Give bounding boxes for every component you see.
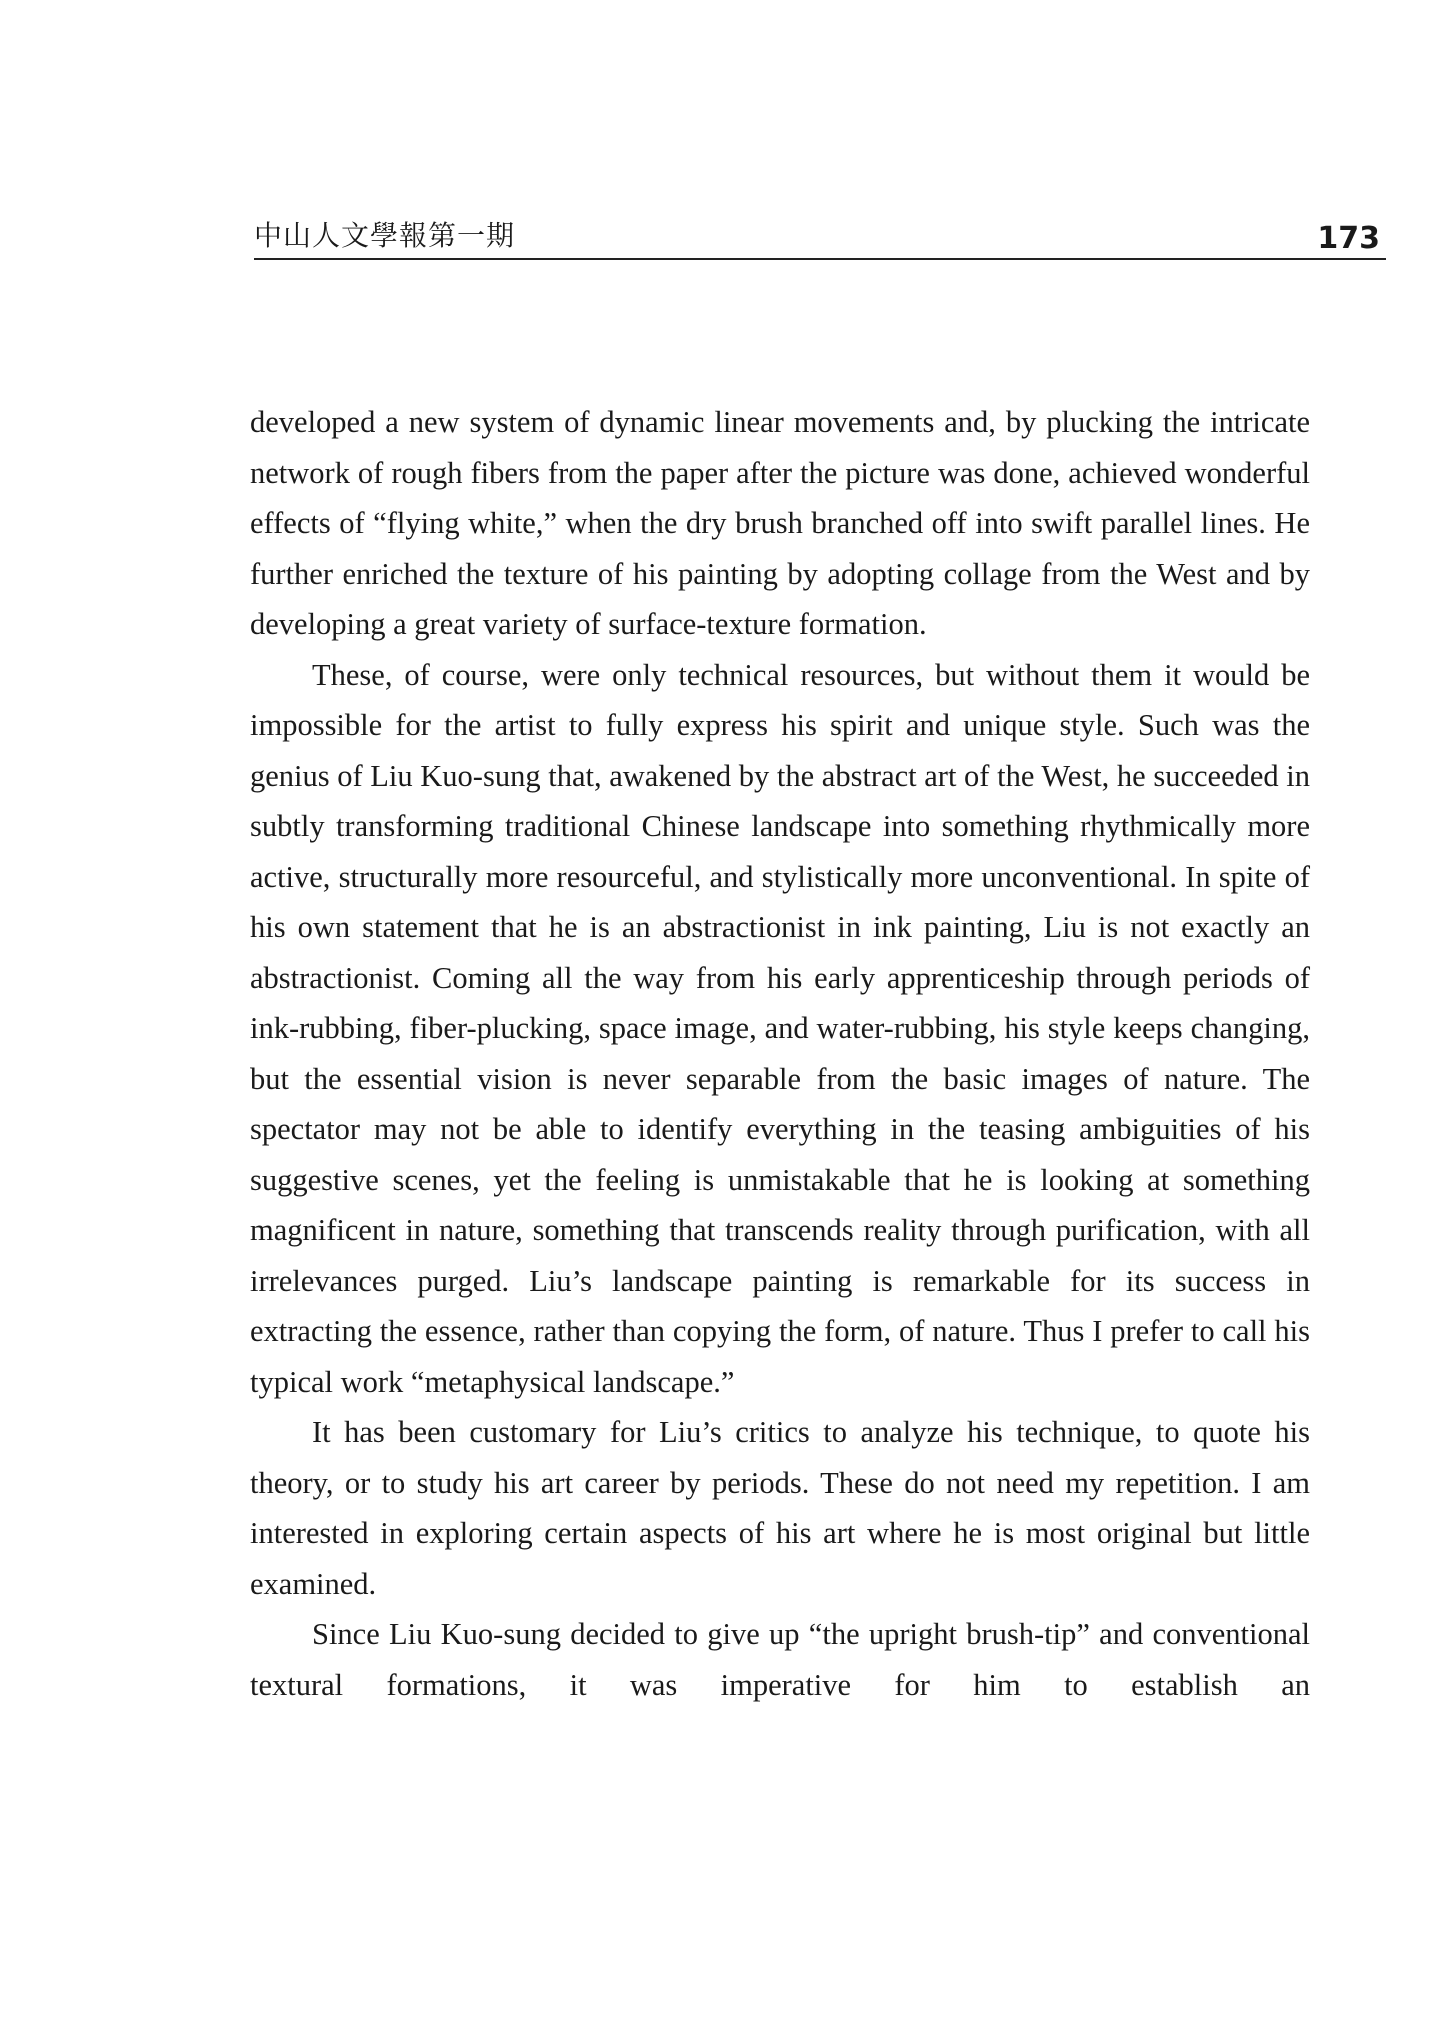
paragraph-2: These, of course, were only technical resources, but without them it would be impossible for the artist to fully express his spirit and unique style. Such was the genius of Liu Kuo-sung that, awakened by the abstract art of the West, he succeeded in subtly transforming traditional Chinese landscape into something rhythmically more active, structurally more resourceful, and stylistically more unconventional. In spite of his own statement that he is an abstractionist in ink painting, Liu is not exactly an abstractionist. Coming all the way from his early apprenticeship through periods of ink-rubbing, fiber-plucking, space image, and water-rubbing, his style keeps changing, but the essential vision is never separable from the basic images of nature. The spectator may not be able to identify everything in the teasing ambiguities of his suggestive scenes, yet the feeling is unmistakable that he is looking at something magnificent in nature, something that transcends reality through purification, with all irrelevances purged. Liu’s landscape painting is remarkable for its success in extracting the essence, rather than copying the form, of nature. Thus I prefer to call his typical work “metaphysical landscape.” bbox=[250, 657, 1310, 1399]
page-number: 173 bbox=[1317, 221, 1380, 256]
article-body bbox=[250, 397, 1310, 1710]
running-header bbox=[254, 210, 1386, 260]
paragraph-4: Since Liu Kuo-sung decided to give up “the upright brush-tip” and conventional textural formations, it was imperative for him to establish an bbox=[250, 1617, 1310, 1702]
journal-title: 中山人文學報第一期 bbox=[254, 219, 516, 252]
paragraph-1: developed a new system of dynamic linear movements and, by plucking the intricate network of rough fibers from the paper after the picture was done, achieved wonderful effects of “flying white,” when the dry brush branched off into swift parallel lines. He further enriched the texture of his painting by adopting collage from the West and by developing a great variety of surface-texture formation. bbox=[250, 405, 1310, 641]
paragraph-3: It has been customary for Liu’s critics to analyze his technique, to quote his theory, or to study his art career by periods. These do not need my repetition. I am interested in exploring certain aspects of his art where he is most original but little examined. bbox=[250, 1415, 1310, 1601]
